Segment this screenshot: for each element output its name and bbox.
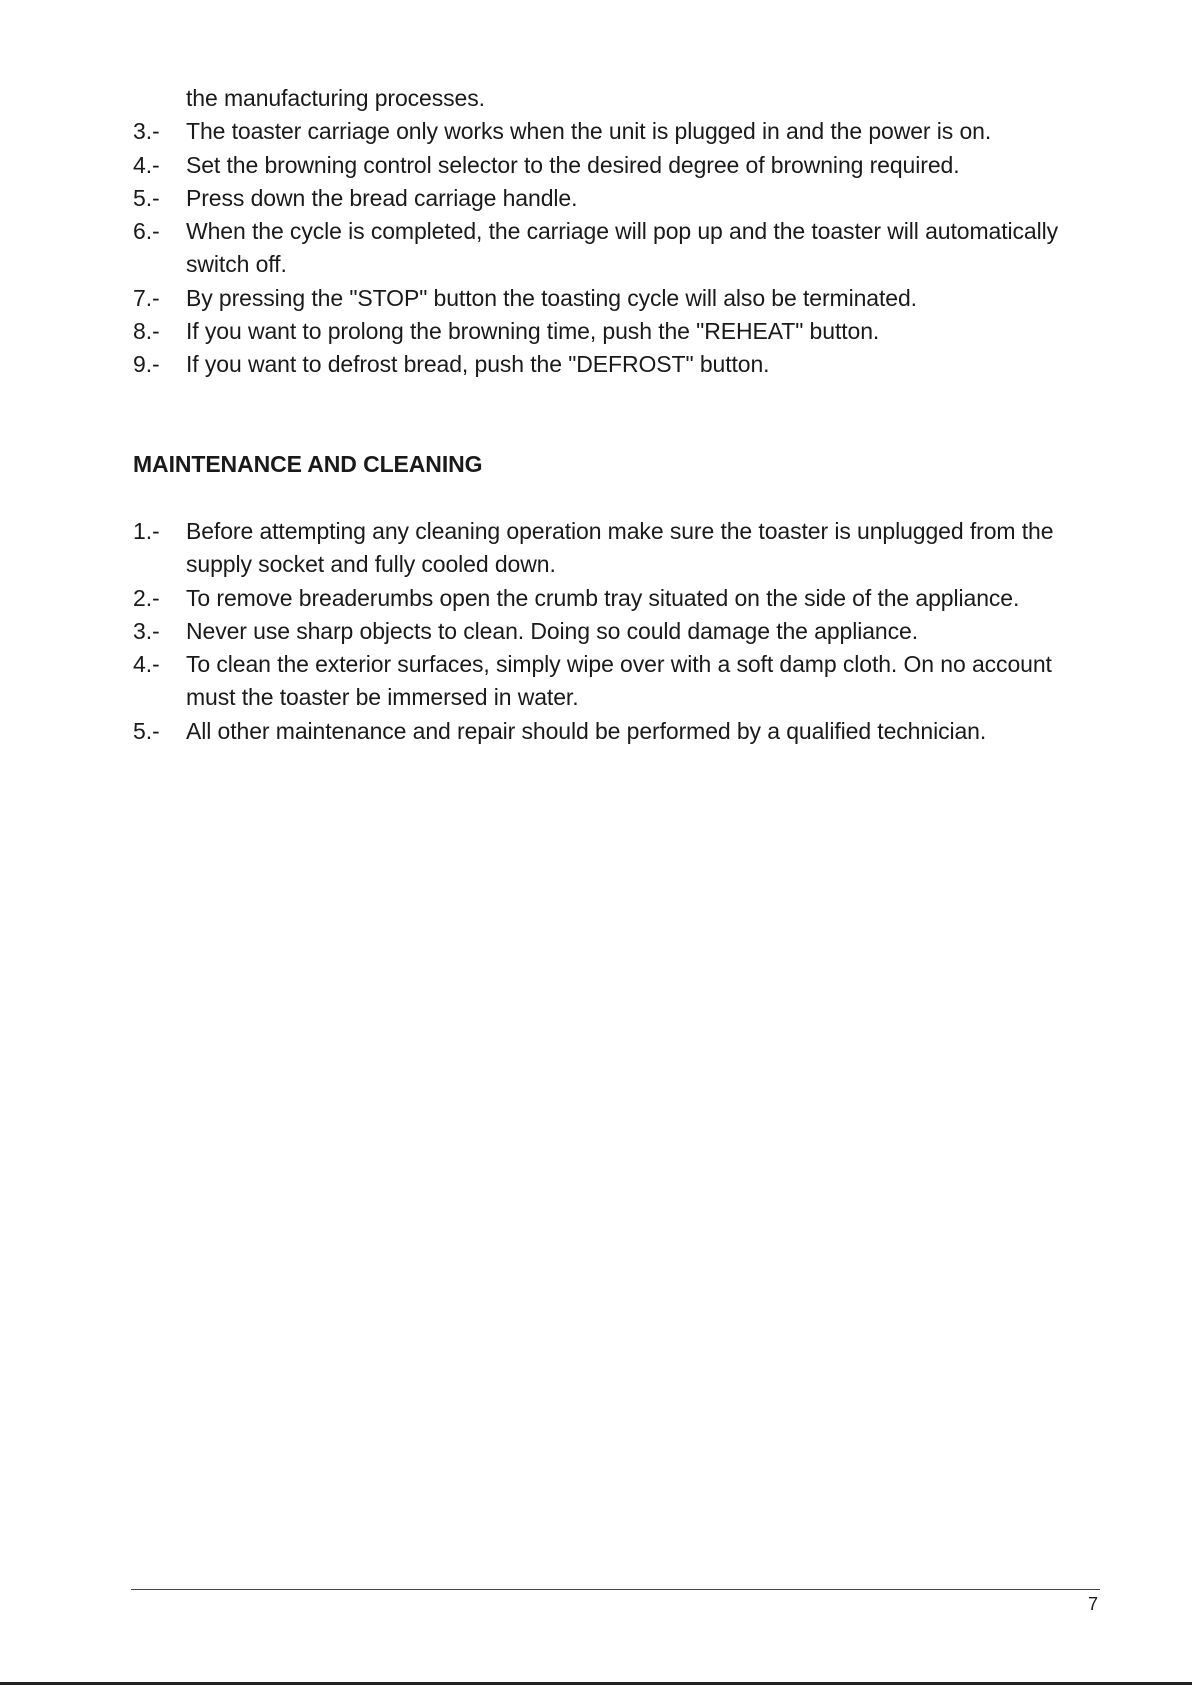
section-heading: MAINTENANCE AND CLEANING (133, 451, 483, 477)
item-number: 4.- (133, 151, 160, 178)
list-item (133, 215, 1103, 282)
item-text: Press down the bread carriage handle. (186, 184, 578, 211)
item-text: The toaster carriage only works when the unit is plugged in and the power is on. (186, 118, 992, 145)
item-text: When the cycle is completed, the carriage will pop up and the toaster will automatically switch off. (186, 218, 1059, 278)
item-text: To remove breaderumbs open the crumb tray situated on the side of the appliance. (186, 584, 1020, 611)
list-item (133, 82, 1103, 115)
item-text: the manufacturing processes. (186, 85, 485, 111)
list-item (133, 115, 1103, 148)
item-number: 5.- (133, 184, 160, 211)
item-text: If you want to prolong the browning time, push the "REHEAT" button. (186, 318, 880, 345)
item-text: Never use sharp objects to clean. Doing so could damage the appliance. (186, 617, 919, 644)
item-text: To clean the exterior surfaces, simply wipe over with a soft damp cloth. On no account must the toaster be immersed in water. (186, 651, 1052, 711)
item-text: Before attempting any cleaning operation make sure the toaster is unplugged from the supply socket and fully cooled down. (186, 518, 1054, 578)
list-item (133, 282, 1103, 315)
item-text: All other maintenance and repair should be performed by a qualified technician. (186, 717, 987, 744)
list-item (133, 515, 1103, 582)
list-item (133, 715, 1103, 748)
list-item (133, 582, 1103, 615)
list-item (133, 615, 1103, 648)
item-number: 9.- (133, 351, 160, 378)
item-text: By pressing the "STOP" button the toasting cycle will also be terminated. (186, 284, 917, 311)
item-text: Set the browning control selector to the desired degree of browning required. (186, 151, 960, 178)
item-number: 8.- (133, 318, 160, 345)
item-text: If you want to defrost bread, push the "DEFROST" button. (186, 351, 770, 378)
item-number: 1.- (133, 518, 160, 544)
item-number: 2.- (133, 584, 160, 611)
item-number: 5.- (133, 717, 160, 744)
list-item (133, 315, 1103, 348)
item-number: 3.- (133, 118, 160, 145)
page-number: 7 (1087, 1594, 1098, 1614)
maintenance-steps-list (133, 515, 1103, 748)
item-number: 4.- (133, 651, 160, 678)
operating-steps-list (133, 82, 1103, 382)
footer-divider (131, 1589, 1100, 1590)
item-number: 6.- (133, 218, 160, 245)
list-item (133, 149, 1103, 182)
list-item (133, 648, 1103, 715)
item-number: 7.- (133, 284, 160, 311)
item-number: 3.- (133, 617, 160, 644)
list-item (133, 348, 1103, 381)
list-item (133, 182, 1103, 215)
